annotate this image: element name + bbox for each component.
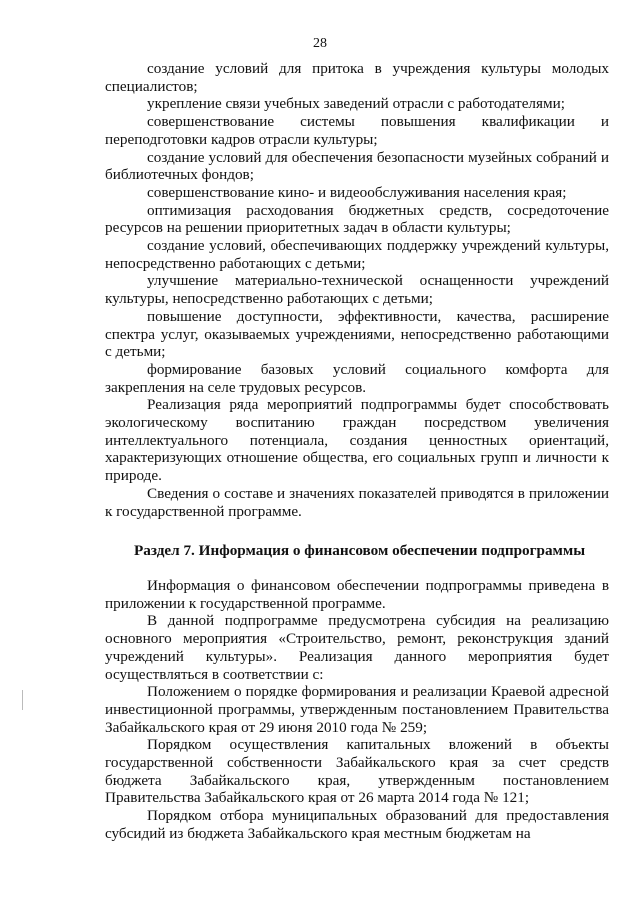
paragraph: Порядком осуществления капитальных вложений в объекты государственной собственности Забайкальского края за счет средств бюджета Забайкальского края, утвержденным постановлением Правительства Забайкальского края от 26 марта 2014 года № 121; — [105, 736, 609, 807]
section-heading: Раздел 7. Информация о финансовом обеспечении подпрограммы — [134, 542, 586, 560]
page-content — [105, 60, 609, 843]
paragraph: оптимизация расходования бюджетных средств, сосредоточение ресурсов на решении приоритетных задач в области культуры; — [105, 201, 609, 237]
paragraph: формирование базовых условий социального комфорта для закрепления на селе трудовых ресурсов. — [105, 360, 609, 396]
paragraph: Положением о порядке формирования и реализации Краевой адресной инвестиционной программы, утвержденным постановлением Правительства Забайкальского края от 29 июня 2010 года № 259; — [105, 683, 609, 736]
paragraph: В данной подпрограмме предусмотрена субсидия на реализацию основного мероприятия «Строительство, ремонт, реконструкция зданий учреждений культуры». Реализация данного мероприятия будет осуществляться в соответствии с: — [105, 612, 609, 683]
paragraph: создание условий, обеспечивающих поддержку учреждений культуры, непосредственно работающих с детьми; — [105, 237, 609, 272]
margin-mark — [22, 690, 23, 710]
paragraph: совершенствование системы повышения квалификации и переподготовки кадров отрасли культуры; — [105, 113, 609, 148]
paragraph: создание условий для притока в учреждения культуры молодых специалистов; — [105, 60, 609, 95]
paragraph: создание условий для обеспечения безопасности музейных собраний и библиотечных фондов; — [105, 148, 609, 184]
paragraph: повышение доступности, эффективности, качества, расширение спектра услуг, оказываемых учреждениями, непосредственно работающими с детьми; — [105, 307, 609, 361]
paragraph: улучшение материально-технической оснащенности учреждений культуры, непосредственно работающих с детьми; — [105, 272, 609, 308]
paragraph: Информация о финансовом обеспечении подпрограммы приведена в приложении к государственной программе. — [105, 576, 609, 612]
paragraph: Реализация ряда мероприятий подпрограммы будет способствовать экологическому воспитанию граждан посредством увеличения интеллектуального потенциала, создания ценностных ориентаций, характеризующих отношение общества, его социальных групп и личности к природе. — [105, 396, 609, 485]
paragraph: укрепление связи учебных заведений отрасли с работодателями; — [147, 95, 565, 113]
paragraph: Порядком отбора муниципальных образований для предоставления субсидий из бюджета Забайкальского края местным бюджетам на — [105, 807, 609, 842]
page-number: 28 — [313, 36, 327, 51]
paragraph: совершенствование кино- и видеообслуживания населения края; — [147, 183, 567, 201]
paragraph: Сведения о составе и значениях показателей приводятся в приложении к государственной программе. — [105, 484, 609, 520]
